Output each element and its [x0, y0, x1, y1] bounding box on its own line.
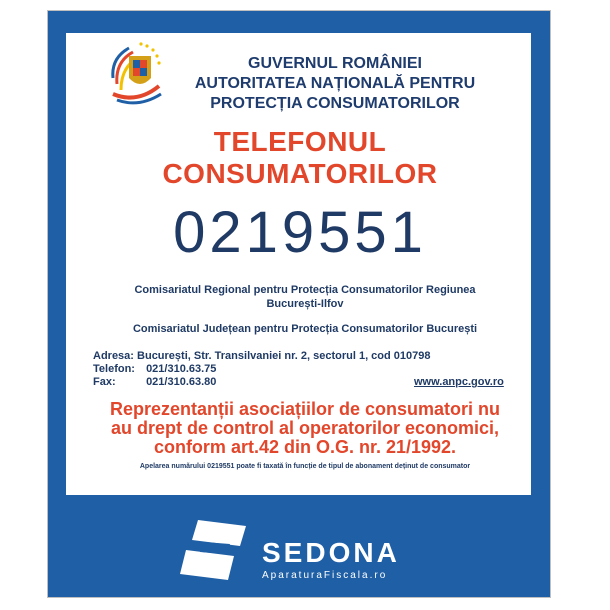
- regional-office-line-2: București-Ilfov: [266, 298, 344, 310]
- phone-value: 021/310.63.75: [146, 363, 217, 375]
- coat-of-arms-logo: [107, 38, 163, 106]
- website-link[interactable]: www.anpc.gov.ro: [414, 376, 504, 388]
- org-line-government: GUVERNUL ROMÂNIEI: [248, 55, 422, 72]
- title-line-1: TELEFONUL: [213, 126, 387, 157]
- county-office: Comisariatul Județean pentru Protecția Consumatorilor București: [132, 323, 478, 335]
- brand-name: SEDONA: [262, 537, 400, 568]
- tariff-note: Apelarea numărului 0219551 poate fi taxată în funcție de tipul de abonament deținut de consumator: [139, 463, 471, 470]
- contact-address: [93, 350, 431, 363]
- contact-fax: [93, 376, 216, 389]
- regional-office-line-1: Comisariatul Regional pentru Protecția Consumatorilor Regiunea: [134, 284, 476, 296]
- org-line-protection: PROTECȚIA CONSUMATORILOR: [210, 95, 460, 112]
- warning-line-3: conform art.42 din O.G. nr. 21/1992.: [153, 437, 457, 457]
- warning-line-2: au drept de control al operatorilor economici,: [110, 418, 500, 438]
- contact-phone: [93, 363, 216, 376]
- fax-label: Fax:: [93, 376, 116, 388]
- warning-line-1: Reprezentanții asociațiilor de consumatori nu: [109, 399, 501, 419]
- org-line-authority: AUTORITATEA NAȚIONALĂ PENTRU: [194, 75, 476, 92]
- address-value: București, Str. Transilvaniei nr. 2, sectorul 1, cod 010798: [137, 350, 431, 362]
- brand-subtitle: AparaturaFiscala.ro: [262, 570, 388, 581]
- warning-text: [90, 400, 520, 457]
- fax-value: 021/310.63.80: [146, 376, 217, 388]
- sedona-logo-icon: [180, 516, 248, 584]
- phone-label: Telefon:: [93, 363, 135, 375]
- title-line-2: CONSUMATORILOR: [162, 158, 438, 189]
- consumer-phone-number: 0219551: [173, 200, 427, 265]
- address-label: Adresa:: [93, 350, 134, 362]
